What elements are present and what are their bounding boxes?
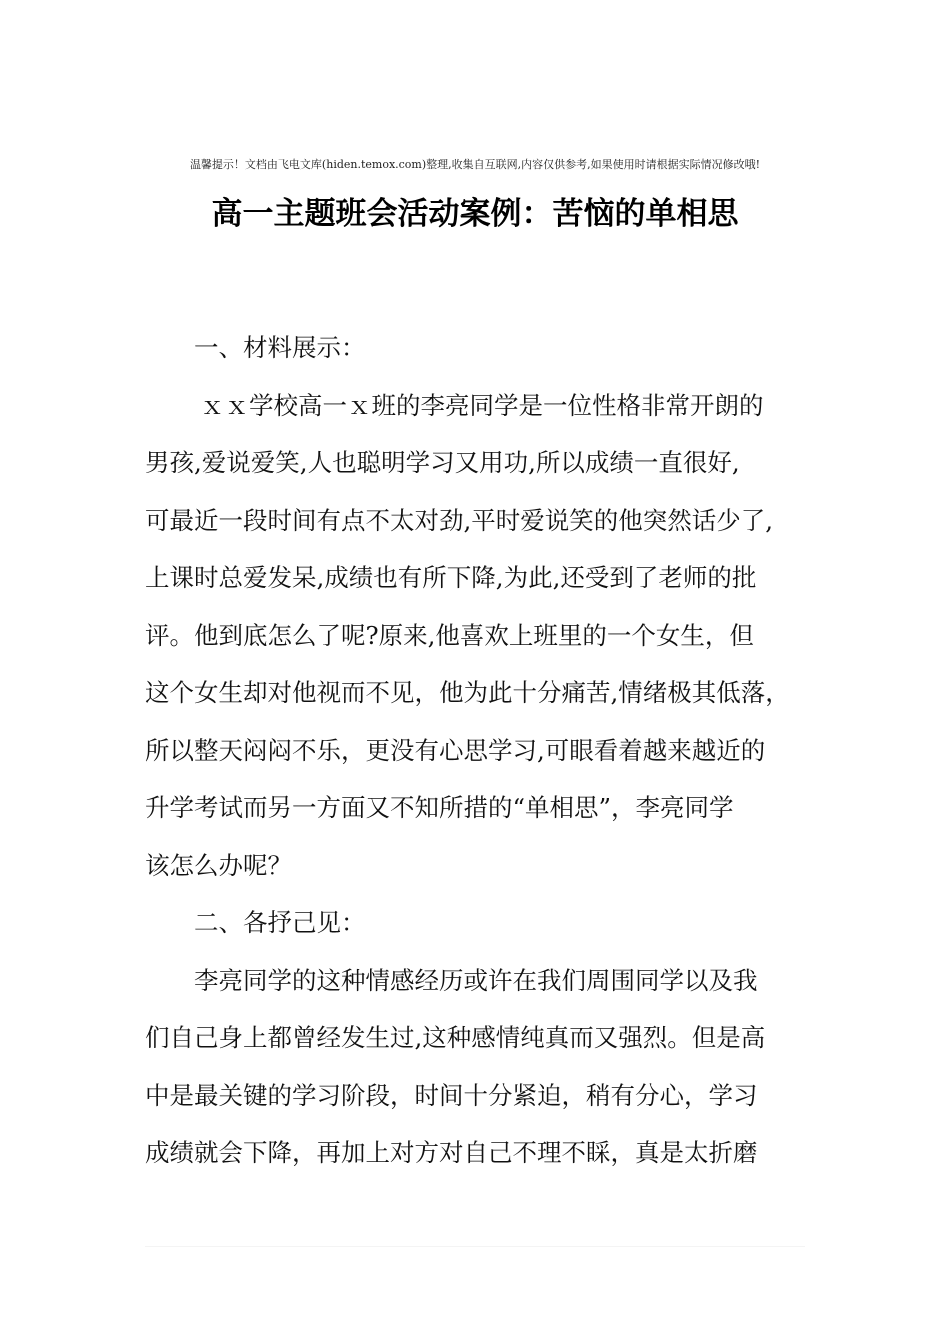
page-footer-divider — [145, 1246, 805, 1247]
paragraph-line: 上课时总爱发呆,成绩也有所下降,为此,还受到了老师的批 — [145, 563, 757, 592]
paragraph-line: 所以整天闷闷不乐，更没有心思学习,可眼看着越来越近的 — [145, 735, 766, 765]
page-title: 高一主题班会活动案例：苦恼的单相思 — [211, 196, 739, 232]
download-notice: 温馨提示！文档由飞电文库(hiden.temox.com)整理,收集自互联网,内容仅供参考,如果使用时请根据实际情况修改哦! — [189, 158, 761, 171]
paragraph-line: 们自己身上都曾经发生过,这种感情纯真而又强烈。但是高 — [145, 1023, 766, 1052]
paragraph-line: 男孩,爱说爱笑,人也聪明学习又用功,所以成绩一直很好, — [145, 448, 740, 477]
paragraph-line: 这个女生却对他视而不见，他为此十分痛苦,情绪极其低落， — [145, 678, 790, 707]
paragraph-line: 李亮同学的这种情感经历或许在我们周围同学以及我 — [194, 965, 758, 995]
section-heading-opinions: 二、各抒己见： — [194, 908, 366, 937]
document-body — [145, 319, 825, 1182]
paragraph-line: 评。他到底怎么了呢?原来,他喜欢上班里的一个女生，但 — [145, 620, 754, 650]
paragraph-line: 中是最关键的学习阶段，时间十分紧迫，稍有分心，学习 — [145, 1080, 758, 1110]
paragraph-line: 成绩就会下降，再加上对方对自己不理不睬，真是太折磨 — [145, 1138, 758, 1167]
paragraph-line: 该怎么办呢？ — [145, 850, 292, 880]
section-heading-materials: 一、材料展示： — [194, 333, 366, 362]
paragraph-line: 升学考试而另一方面又不知所措的“单相思”，李亮同学 — [145, 793, 734, 822]
paragraph-line: ｘｘ学校高一ｘ班的李亮同学是一位性格非常开朗的 — [200, 390, 764, 420]
paragraph-line: 可最近一段时间有点不太对劲,平时爱说笑的他突然话少了, — [145, 505, 774, 535]
